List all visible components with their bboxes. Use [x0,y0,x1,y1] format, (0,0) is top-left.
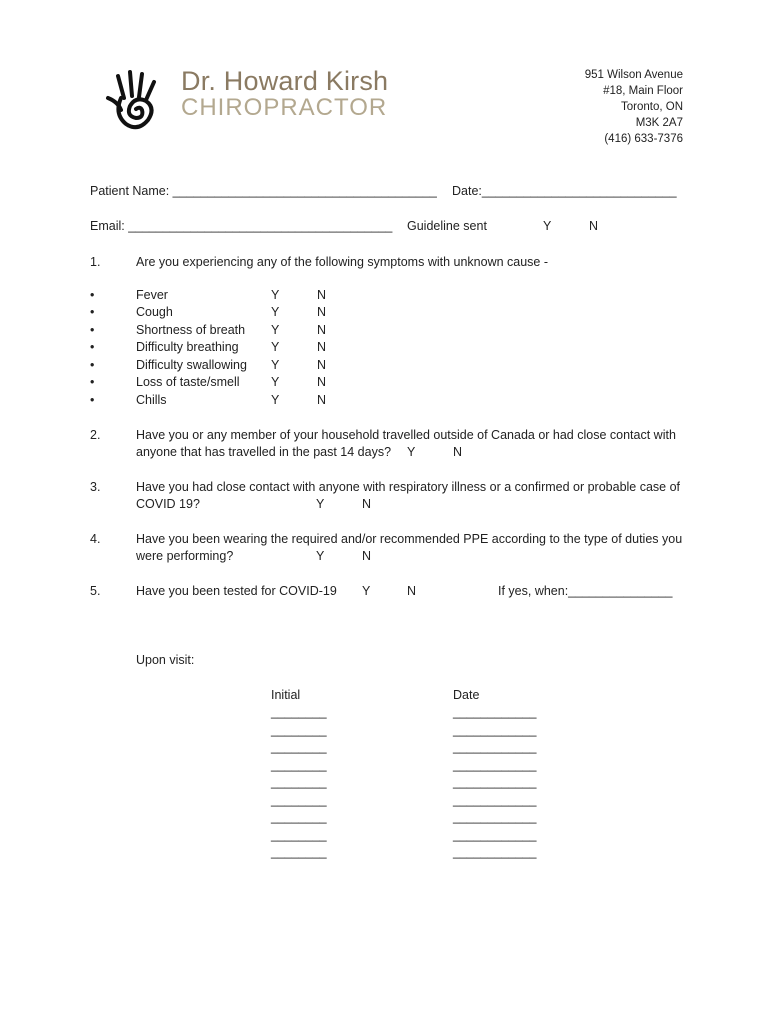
initial-blank[interactable]: ________ [271,723,327,737]
bullet-icon: • [90,358,95,372]
initial-blank[interactable]: ________ [271,810,327,824]
symptom-label: Cough [136,305,173,319]
hand-spiral-logo-icon [104,68,164,132]
initial-blank[interactable]: ________ [271,705,327,719]
symptom-yes-option[interactable]: Y [271,375,280,389]
question-5-no-option[interactable]: N [407,584,417,598]
question-1-text: Are you experiencing any of the following symptoms with unknown cause - [136,255,549,269]
bullet-icon: • [90,375,95,389]
address-street: 951 Wilson Avenue [584,69,683,81]
question-1-number: 1. [90,255,101,269]
question-4-yes-option[interactable]: Y [316,549,325,563]
bullet-icon: • [90,323,95,337]
address-unit: #18, Main Floor [603,85,683,97]
question-3-no-option[interactable]: N [362,497,372,511]
address-phone: (416) 633-7376 [604,133,683,145]
clinic-address [585,67,683,147]
question-5-yes-option[interactable]: Y [362,584,371,598]
date-field[interactable]: Date:____________________________ [452,184,677,198]
bullet-icon: • [90,305,95,319]
patient-name-field[interactable]: Patient Name: ______________________________________ [90,184,437,198]
date-blank[interactable]: ____________ [453,723,537,737]
question-2-no-option[interactable]: N [453,445,463,459]
date-blank[interactable]: ____________ [453,705,537,719]
question-2-text-cont: anyone that has travelled in the past 14 days? [136,445,392,459]
symptom-no-option[interactable]: N [317,305,327,319]
address-postal: M3K 2A7 [635,117,683,129]
initial-blank[interactable]: ________ [271,845,327,859]
symptom-no-option[interactable]: N [317,358,327,372]
bullet-icon: • [90,393,95,407]
initial-blank[interactable]: ________ [271,740,327,754]
symptom-label: Loss of taste/smell [136,375,240,389]
date-blank[interactable]: ____________ [453,758,537,772]
symptom-yes-option[interactable]: Y [271,323,280,337]
guideline-sent-label: Guideline sent [407,219,487,233]
symptom-no-option[interactable]: N [317,340,327,354]
symptom-label: Chills [136,393,167,407]
symptom-no-option[interactable]: N [317,323,327,337]
question-5-text: Have you been tested for COVID-19 [136,584,337,598]
symptom-label: Shortness of breath [136,323,246,337]
symptom-label: Fever [136,288,168,302]
question-2-number: 2. [90,428,101,442]
date-blank[interactable]: ____________ [453,845,537,859]
email-field[interactable]: Email: ______________________________________ [90,219,393,233]
address-city: Toronto, ON [621,101,683,113]
upon-visit-label: Upon visit: [136,653,195,667]
date-blank[interactable]: ____________ [453,793,537,807]
symptom-no-option[interactable]: N [317,288,327,302]
date-blank[interactable]: ____________ [453,810,537,824]
question-4-no-option[interactable]: N [362,549,372,563]
logo-name: Dr. Howard Kirsh [181,66,389,96]
symptom-yes-option[interactable]: Y [271,340,280,354]
question-3-number: 3. [90,480,101,494]
initial-blank[interactable]: ________ [271,793,327,807]
initial-blank[interactable]: ________ [271,828,327,842]
symptom-no-option[interactable]: N [317,375,327,389]
question-4-text-cont: were performing? [136,549,234,563]
bullet-icon: • [90,340,95,354]
date-blank[interactable]: ____________ [453,775,537,789]
symptom-label: Difficulty breathing [136,340,239,354]
question-4-number: 4. [90,532,101,546]
date-blank[interactable]: ____________ [453,740,537,754]
initial-column-header: Initial [271,688,301,702]
symptom-yes-option[interactable]: Y [271,288,280,302]
question-3-text: Have you had close contact with anyone with respiratory illness or a confirmed or probable case of [136,480,681,494]
date-blank[interactable]: ____________ [453,828,537,842]
date-column-header: Date [453,688,480,702]
question-2-text: Have you or any member of your household travelled outside of Canada or had close contact with [136,428,676,442]
question-5-number: 5. [90,584,101,598]
symptom-no-option[interactable]: N [317,393,327,407]
question-4-text: Have you been wearing the required and/or recommended PPE according to the type of duties you [136,532,683,546]
question-2-yes-option[interactable]: Y [407,445,416,459]
symptom-yes-option[interactable]: Y [271,358,280,372]
question-3-yes-option[interactable]: Y [316,497,325,511]
logo-profession: CHIROPRACTOR [181,94,388,121]
bullet-icon: • [90,288,95,302]
initial-blank[interactable]: ________ [271,758,327,772]
symptom-label: Difficulty swallowing [136,358,247,372]
guideline-no-option[interactable]: N [589,219,599,233]
guideline-yes-option[interactable]: Y [543,219,552,233]
question-3-text-cont: COVID 19? [136,497,200,511]
initial-blank[interactable]: ________ [271,775,327,789]
symptom-yes-option[interactable]: Y [271,393,280,407]
symptom-yes-option[interactable]: Y [271,305,280,319]
test-date-field[interactable]: If yes, when:_______________ [498,584,673,598]
